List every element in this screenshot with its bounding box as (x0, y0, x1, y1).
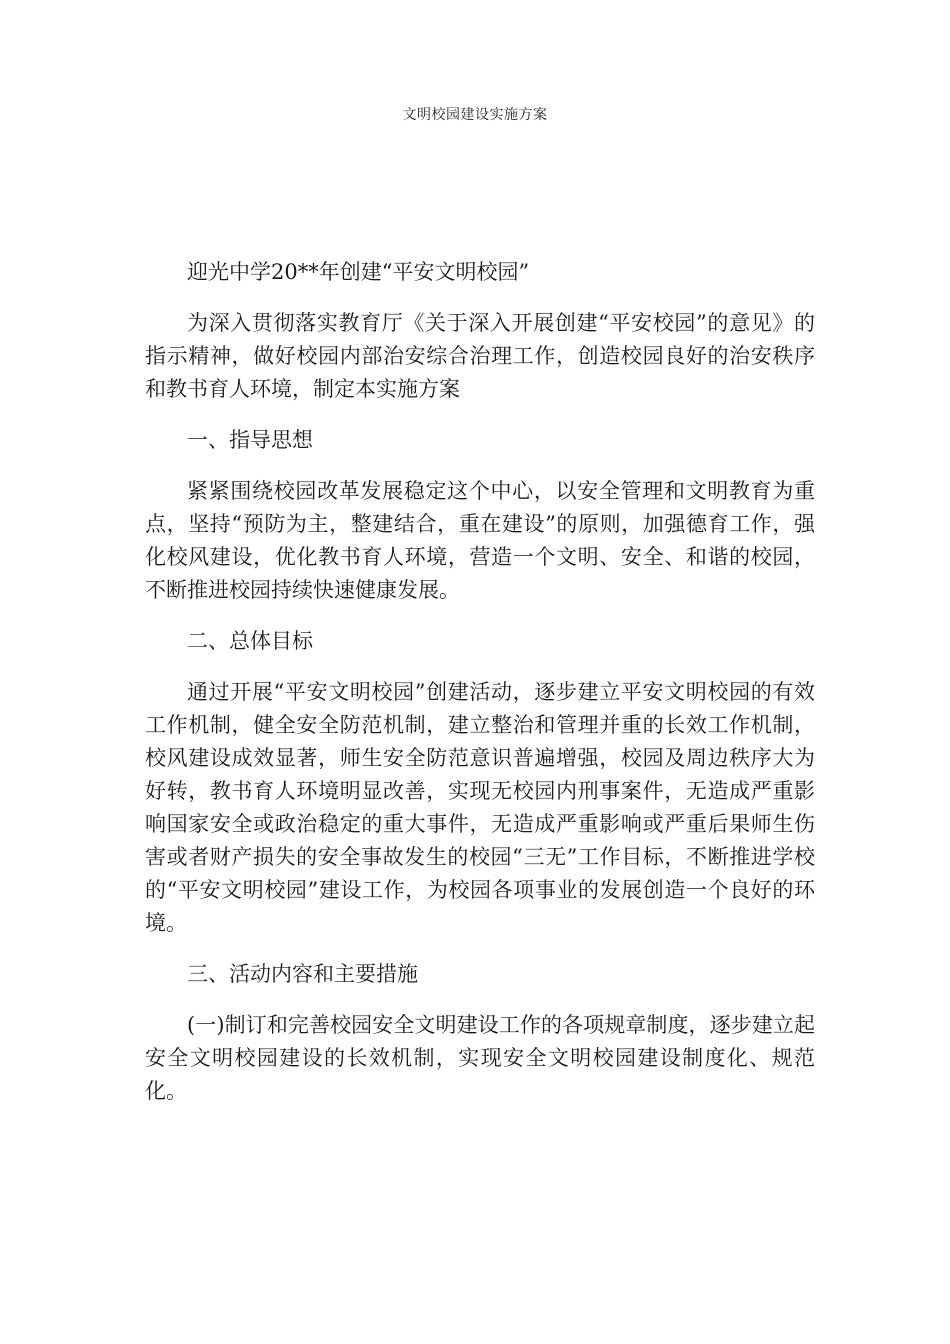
document-title: 迎光中学20**年创建“平安文明校园” (187, 260, 530, 284)
section-heading-overall-goal: 二、总体目标 (187, 629, 313, 653)
intro-paragraph: 为深入贯彻落实教育厅《关于深入开展创建“平安校园”的意见》的指示精神，做好校园内部治安综合治理工作，创造校园良好的治安秩序和教书育人环境，制定本实施方案 (145, 311, 815, 401)
section-body-activities-measures: (一)制订和完善校园安全文明建设工作的各项规章制度，逐步建立起安全文明校园建设的长效机制，实现安全文明校园建设制度化、规范化。 (145, 1013, 815, 1103)
section-heading-guiding-ideology: 一、指导思想 (187, 428, 313, 452)
section-body-guiding-ideology: 紧紧围绕校园改革发展稳定这个中心，以安全管理和文明教育为重点，坚持“预防为主，整建结合，重在建设”的原则，加强德育工作，强化校风建设，优化教书育人环境，营造一个文明、安全、和谐的校园，不断推进校园持续快速健康发展。 (145, 479, 815, 602)
section-body-overall-goal: 通过开展“平安文明校园”创建活动，逐步建立平安文明校园的有效工作机制，健全安全防范机制，建立整治和管理并重的长效工作机制，校风建设成效显著，师生安全防范意识普遍增强，校园及周边秩序大为好转，教书育人环境明显改善，实现无校园内刑事案件，无造成严重影响国家安全或政治稳定的重大事件，无造成严重影响或严重后果师生伤害或者财产损失的安全事故发生的校园“三无”工作目标，不断推进学校的“平安文明校园”建设工作，为校园各项事业的发展创造一个良好的环境。 (145, 680, 815, 935)
document-body (145, 256, 815, 1126)
section-heading-activities-measures: 三、活动内容和主要措施 (187, 962, 418, 986)
page-header: 文明校园建设实施方案 (402, 107, 548, 123)
